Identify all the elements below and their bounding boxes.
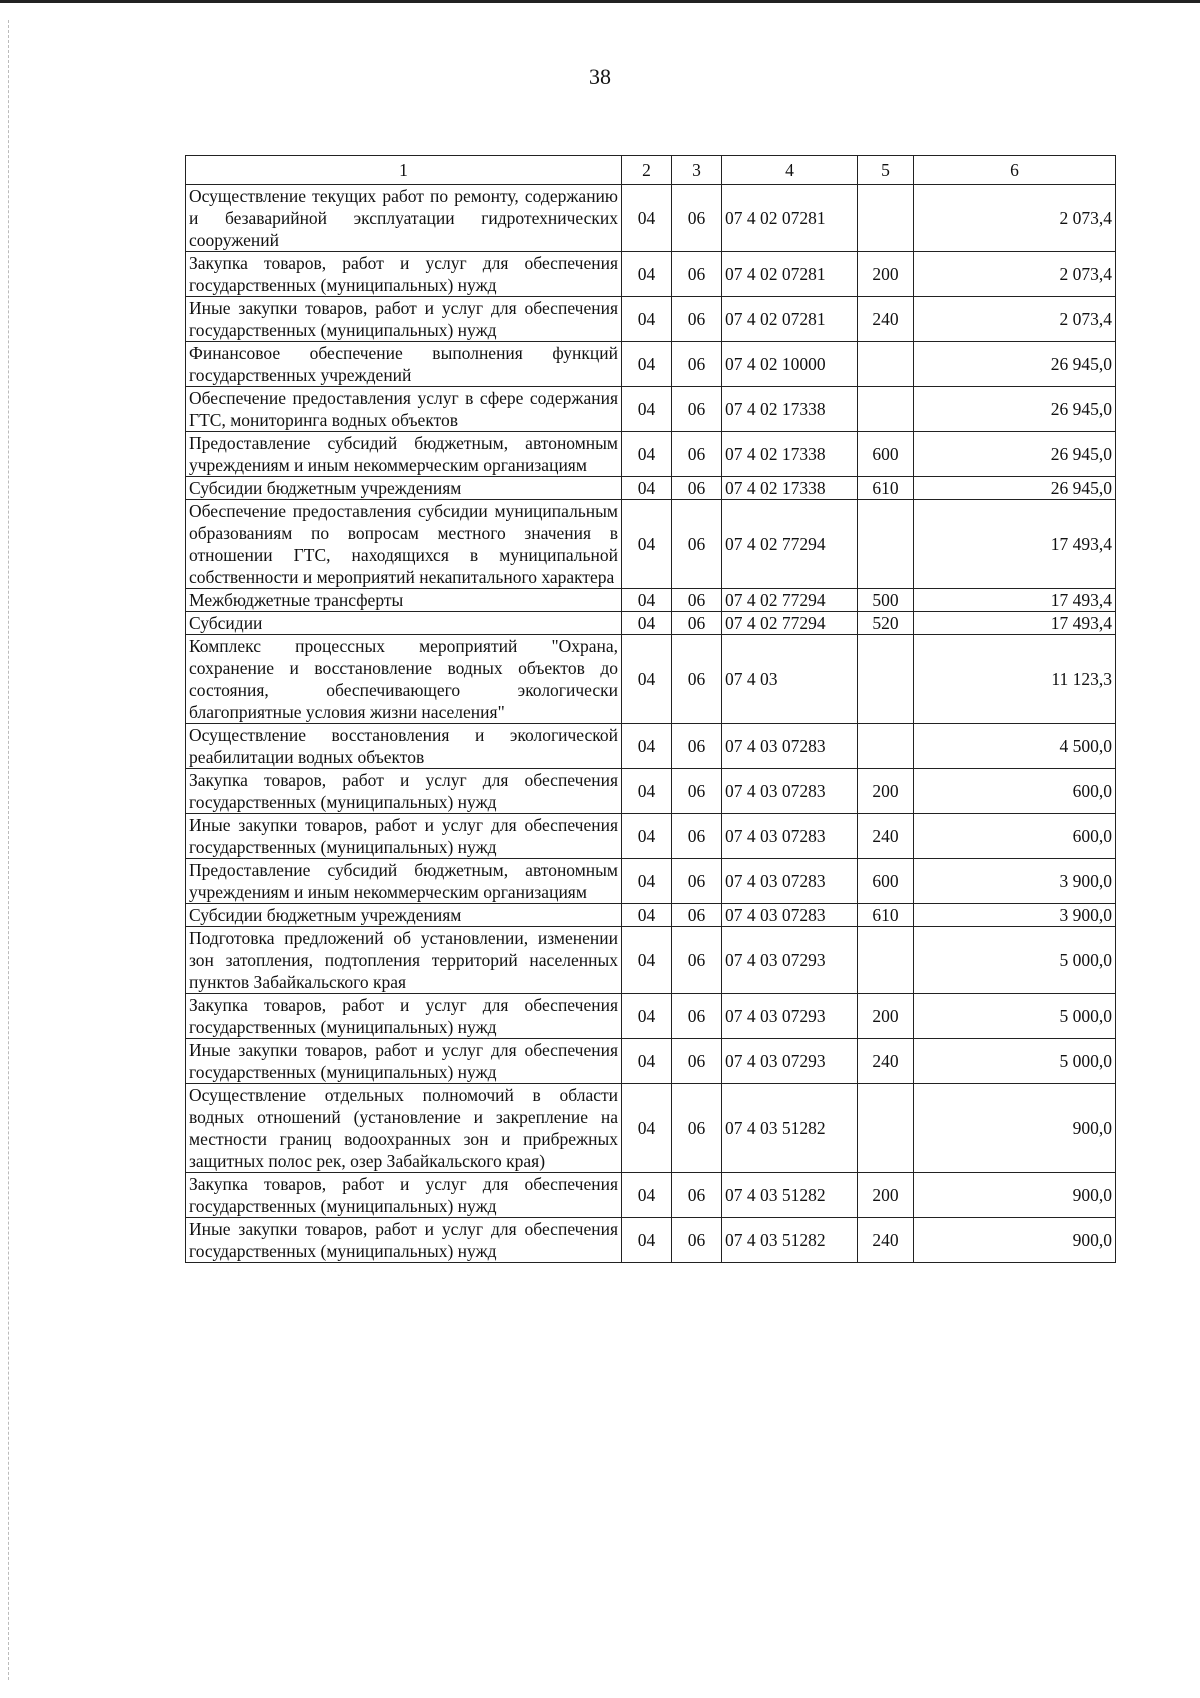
row-section: 04 <box>622 252 672 297</box>
row-expense-type: 240 <box>858 814 914 859</box>
row-target-article: 07 4 02 77294 <box>722 612 858 635</box>
row-section: 04 <box>622 994 672 1039</box>
row-expense-type <box>858 342 914 387</box>
row-expense-type <box>858 927 914 994</box>
row-expense-type: 600 <box>858 432 914 477</box>
row-target-article: 07 4 02 17338 <box>722 432 858 477</box>
row-name: Финансовое обеспечение выполнения функций государственных учреждений <box>186 342 622 387</box>
row-target-article: 07 4 02 07281 <box>722 297 858 342</box>
row-target-article: 07 4 03 07283 <box>722 724 858 769</box>
row-amount: 3 900,0 <box>914 859 1116 904</box>
table-row <box>186 1084 1116 1173</box>
row-expense-type: 240 <box>858 297 914 342</box>
row-expense-type <box>858 635 914 724</box>
row-amount: 26 945,0 <box>914 477 1116 500</box>
row-amount: 2 073,4 <box>914 185 1116 252</box>
row-subsection: 06 <box>672 769 722 814</box>
row-expense-type <box>858 185 914 252</box>
row-expense-type <box>858 724 914 769</box>
row-amount: 26 945,0 <box>914 387 1116 432</box>
row-name: Субсидии <box>186 612 622 635</box>
row-subsection: 06 <box>672 859 722 904</box>
row-name: Закупка товаров, работ и услуг для обеспечения государственных (муниципальных) нужд <box>186 252 622 297</box>
row-target-article: 07 4 02 77294 <box>722 589 858 612</box>
row-target-article: 07 4 02 17338 <box>722 477 858 500</box>
row-amount: 2 073,4 <box>914 252 1116 297</box>
row-name: Закупка товаров, работ и услуг для обеспечения государственных (муниципальных) нужд <box>186 994 622 1039</box>
row-subsection: 06 <box>672 724 722 769</box>
row-subsection: 06 <box>672 927 722 994</box>
header-col-5: 5 <box>858 156 914 185</box>
row-amount: 4 500,0 <box>914 724 1116 769</box>
row-section: 04 <box>622 1173 672 1218</box>
row-target-article: 07 4 03 07283 <box>722 769 858 814</box>
row-section: 04 <box>622 1218 672 1263</box>
row-section: 04 <box>622 387 672 432</box>
row-name: Обеспечение предоставления услуг в сфере содержания ГТС, мониторинга водных объектов <box>186 387 622 432</box>
row-name: Осуществление текущих работ по ремонту, содержанию и безаварийной эксплуатации гидротехнических сооружений <box>186 185 622 252</box>
row-target-article: 07 4 02 77294 <box>722 500 858 589</box>
table-row <box>186 387 1116 432</box>
row-name: Иные закупки товаров, работ и услуг для обеспечения государственных (муниципальных) нужд <box>186 1218 622 1263</box>
table-row <box>186 1173 1116 1218</box>
row-section: 04 <box>622 297 672 342</box>
row-expense-type <box>858 387 914 432</box>
table-row <box>186 297 1116 342</box>
row-name: Предоставление субсидий бюджетным, автономным учреждениям и иным некоммерческим организациям <box>186 432 622 477</box>
table-row <box>186 904 1116 927</box>
row-section: 04 <box>622 589 672 612</box>
row-section: 04 <box>622 1039 672 1084</box>
table-row <box>186 342 1116 387</box>
row-amount: 26 945,0 <box>914 432 1116 477</box>
table-row <box>186 927 1116 994</box>
row-target-article: 07 4 03 07283 <box>722 814 858 859</box>
row-amount: 2 073,4 <box>914 297 1116 342</box>
row-section: 04 <box>622 342 672 387</box>
row-section: 04 <box>622 769 672 814</box>
row-amount: 17 493,4 <box>914 500 1116 589</box>
row-section: 04 <box>622 612 672 635</box>
row-amount: 5 000,0 <box>914 1039 1116 1084</box>
row-section: 04 <box>622 635 672 724</box>
table-row <box>186 252 1116 297</box>
row-name: Закупка товаров, работ и услуг для обеспечения государственных (муниципальных) нужд <box>186 769 622 814</box>
table-row <box>186 994 1116 1039</box>
row-name: Иные закупки товаров, работ и услуг для обеспечения государственных (муниципальных) нужд <box>186 297 622 342</box>
row-target-article: 07 4 03 51282 <box>722 1084 858 1173</box>
row-section: 04 <box>622 724 672 769</box>
header-col-4: 4 <box>722 156 858 185</box>
row-subsection: 06 <box>672 904 722 927</box>
row-target-article: 07 4 03 07293 <box>722 1039 858 1084</box>
row-amount: 600,0 <box>914 814 1116 859</box>
row-target-article: 07 4 03 <box>722 635 858 724</box>
row-subsection: 06 <box>672 252 722 297</box>
row-name: Предоставление субсидий бюджетным, автономным учреждениям и иным некоммерческим организациям <box>186 859 622 904</box>
row-name: Осуществление отдельных полномочий в области водных отношений (установление и закрепление на местности границ водоохранных зон и прибрежных защитных полос рек, озер Забайкальского края) <box>186 1084 622 1173</box>
row-name: Межбюджетные трансферты <box>186 589 622 612</box>
row-amount: 900,0 <box>914 1173 1116 1218</box>
table-row <box>186 769 1116 814</box>
header-col-2: 2 <box>622 156 672 185</box>
row-amount: 5 000,0 <box>914 927 1116 994</box>
header-col-3: 3 <box>672 156 722 185</box>
row-subsection: 06 <box>672 1218 722 1263</box>
row-subsection: 06 <box>672 814 722 859</box>
row-section: 04 <box>622 927 672 994</box>
row-section: 04 <box>622 814 672 859</box>
row-expense-type: 610 <box>858 477 914 500</box>
row-amount: 26 945,0 <box>914 342 1116 387</box>
row-subsection: 06 <box>672 297 722 342</box>
row-target-article: 07 4 02 17338 <box>722 387 858 432</box>
table-row <box>186 612 1116 635</box>
row-target-article: 07 4 03 07283 <box>722 904 858 927</box>
table-row <box>186 589 1116 612</box>
row-target-article: 07 4 03 51282 <box>722 1173 858 1218</box>
table-row <box>186 477 1116 500</box>
row-name: Закупка товаров, работ и услуг для обеспечения государственных (муниципальных) нужд <box>186 1173 622 1218</box>
row-section: 04 <box>622 477 672 500</box>
row-amount: 900,0 <box>914 1084 1116 1173</box>
header-col-1: 1 <box>186 156 622 185</box>
row-target-article: 07 4 02 07281 <box>722 185 858 252</box>
row-expense-type: 610 <box>858 904 914 927</box>
row-subsection: 06 <box>672 477 722 500</box>
row-expense-type: 520 <box>858 612 914 635</box>
row-amount: 17 493,4 <box>914 612 1116 635</box>
row-section: 04 <box>622 904 672 927</box>
budget-table <box>185 155 1116 1263</box>
row-expense-type: 200 <box>858 769 914 814</box>
row-subsection: 06 <box>672 612 722 635</box>
row-target-article: 07 4 02 10000 <box>722 342 858 387</box>
row-target-article: 07 4 03 07283 <box>722 859 858 904</box>
row-name: Осуществление восстановления и экологической реабилитации водных объектов <box>186 724 622 769</box>
row-amount: 3 900,0 <box>914 904 1116 927</box>
row-subsection: 06 <box>672 1039 722 1084</box>
row-subsection: 06 <box>672 589 722 612</box>
row-expense-type: 500 <box>858 589 914 612</box>
row-section: 04 <box>622 500 672 589</box>
row-name: Комплекс процессных мероприятий "Охрана, сохранение и восстановление водных объектов до состояния, обеспечивающего экологически благоприятные условия жизни населения" <box>186 635 622 724</box>
row-expense-type <box>858 500 914 589</box>
row-amount: 900,0 <box>914 1218 1116 1263</box>
row-subsection: 06 <box>672 342 722 387</box>
row-subsection: 06 <box>672 185 722 252</box>
row-name: Иные закупки товаров, работ и услуг для обеспечения государственных (муниципальных) нужд <box>186 814 622 859</box>
table-row <box>186 500 1116 589</box>
row-amount: 600,0 <box>914 769 1116 814</box>
row-amount: 17 493,4 <box>914 589 1116 612</box>
row-expense-type: 200 <box>858 1173 914 1218</box>
row-name: Обеспечение предоставления субсидии муниципальным образованиям по вопросам местного значения в отношении ГТС, находящихся в муниципальной собственности и мероприятий некапитального характера <box>186 500 622 589</box>
row-section: 04 <box>622 1084 672 1173</box>
row-target-article: 07 4 03 07293 <box>722 994 858 1039</box>
row-name: Субсидии бюджетным учреждениям <box>186 904 622 927</box>
table-row <box>186 185 1116 252</box>
row-subsection: 06 <box>672 994 722 1039</box>
table-row <box>186 814 1116 859</box>
row-amount: 11 123,3 <box>914 635 1116 724</box>
row-name: Подготовка предложений об установлении, изменении зон затопления, подтопления территорий населенных пунктов Забайкальского края <box>186 927 622 994</box>
table-row <box>186 1218 1116 1263</box>
table-row <box>186 724 1116 769</box>
table-row <box>186 859 1116 904</box>
row-expense-type <box>858 1084 914 1173</box>
row-subsection: 06 <box>672 635 722 724</box>
row-subsection: 06 <box>672 387 722 432</box>
header-col-6: 6 <box>914 156 1116 185</box>
row-section: 04 <box>622 432 672 477</box>
row-expense-type: 200 <box>858 252 914 297</box>
table-header-row <box>186 156 1116 185</box>
row-expense-type: 200 <box>858 994 914 1039</box>
table-row <box>186 635 1116 724</box>
row-target-article: 07 4 03 51282 <box>722 1218 858 1263</box>
row-subsection: 06 <box>672 1173 722 1218</box>
page-number: 38 <box>589 64 611 89</box>
row-expense-type: 240 <box>858 1039 914 1084</box>
row-subsection: 06 <box>672 500 722 589</box>
table-row <box>186 432 1116 477</box>
left-margin-dashes <box>8 20 9 1680</box>
row-subsection: 06 <box>672 432 722 477</box>
row-subsection: 06 <box>672 1084 722 1173</box>
row-name: Иные закупки товаров, работ и услуг для обеспечения государственных (муниципальных) нужд <box>186 1039 622 1084</box>
table-body <box>186 185 1116 1263</box>
table-row <box>186 1039 1116 1084</box>
row-amount: 5 000,0 <box>914 994 1116 1039</box>
row-expense-type: 600 <box>858 859 914 904</box>
row-target-article: 07 4 03 07293 <box>722 927 858 994</box>
row-name: Субсидии бюджетным учреждениям <box>186 477 622 500</box>
row-section: 04 <box>622 185 672 252</box>
row-section: 04 <box>622 859 672 904</box>
row-target-article: 07 4 02 07281 <box>722 252 858 297</box>
top-border-line <box>0 0 1200 3</box>
row-expense-type: 240 <box>858 1218 914 1263</box>
